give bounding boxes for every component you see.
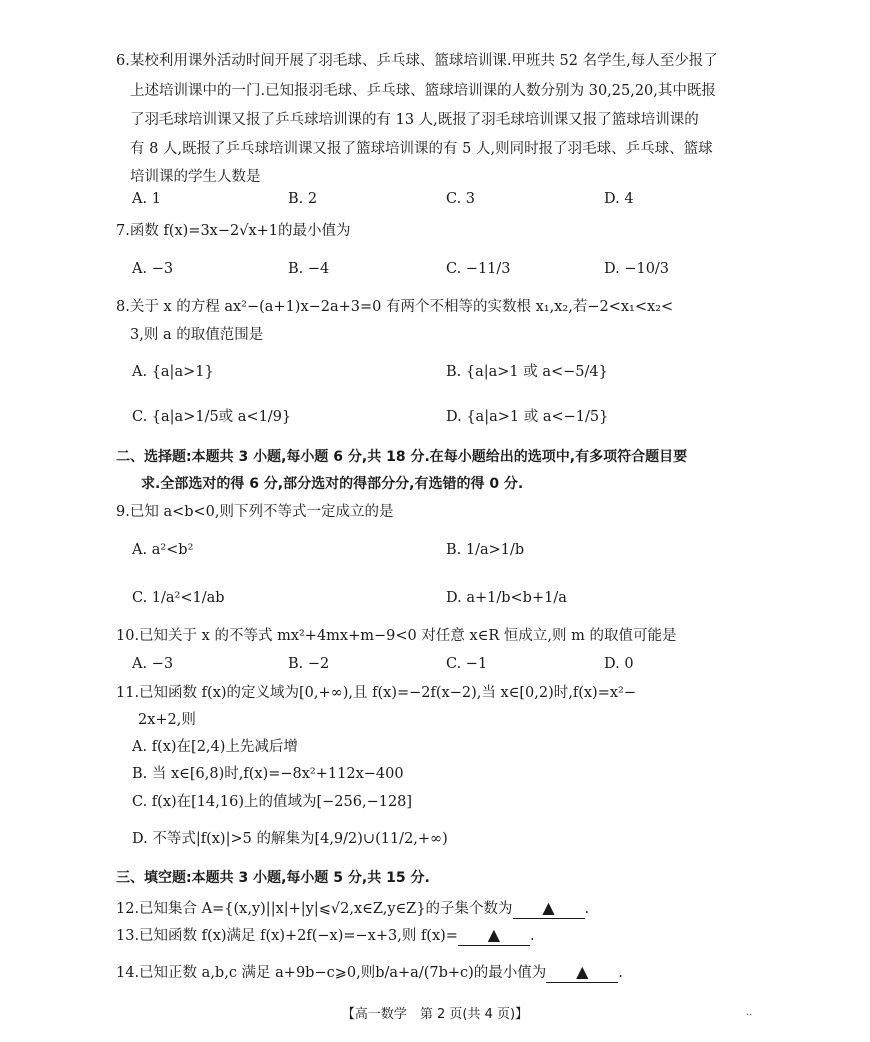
q9-stem: 9.已知 a<b<0,则下列不等式一定成立的是	[116, 504, 394, 520]
q13-stem: 13.已知函数 f(x)满足 f(x)+2f(−x)=−x+3,则 f(x)=	[116, 928, 458, 944]
triangle-marker-icon: ▲	[487, 925, 501, 944]
q10-stem: 10.已知关于 x 的不等式 mx²+4mx+m−9<0 对任意 x∈R 恒成立,则 m 的取值可能是	[116, 628, 677, 644]
section2-heading: 二、选择题:本题共 3 小题,每小题 6 分,共 18 分.在每小题给出的选项中,有多项符合题目要	[116, 449, 688, 465]
q9-option-d: D. a+1/b<b+1/a	[446, 590, 567, 606]
q13-line	[116, 926, 535, 946]
q7-option-a: A. −3	[132, 261, 174, 277]
q14-end: .	[618, 965, 623, 981]
q12-line	[116, 899, 589, 919]
section3-heading: 三、填空题:本题共 3 小题,每小题 5 分,共 15 分.	[116, 870, 430, 886]
q9-option-b: B. 1/a>1/b	[446, 542, 525, 558]
q6-option-b: B. 2	[288, 191, 318, 207]
q7-stem: 7.函数 f(x)=3x−2√x+1的最小值为	[116, 223, 351, 239]
q8-option-b: B. {a|a>1 或 a<−5/4}	[446, 364, 608, 380]
q14-stem: 14.已知正数 a,b,c 满足 a+9b−c⩾0,则b/a+a/(7b+c)的最小值为	[116, 965, 547, 981]
q8-line-2: 3,则 a 的取值范围是	[130, 327, 264, 343]
q11-line-1: 11.已知函数 f(x)的定义域为[0,+∞),且 f(x)=−2f(x−2),当 x∈[0,2)时,f(x)=x²−	[116, 685, 636, 701]
corner-mark: ··	[746, 1010, 753, 1021]
q12-stem: 12.已知集合 A={(x,y)||x|+|y|⩽√2,x∈Z,y∈Z}的子集个数为	[116, 901, 513, 917]
q9-option-c: C. 1/a²<1/ab	[132, 590, 225, 606]
q6-line-5: 培训课的学生人数是	[130, 169, 261, 185]
q13-end: .	[529, 928, 535, 944]
triangle-marker-icon: ▲	[576, 962, 589, 981]
q6-line-2: 上述培训课中的一门.已知报羽毛球、乒乓球、篮球培训课的人数分别为 30,25,20,其中既报	[130, 83, 716, 99]
q6-line-4: 有 8 人,既报了乒乓球培训课又报了篮球培训课的有 5 人,则同时报了羽毛球、乒乓球、篮球	[130, 141, 713, 157]
q12-answer-blank[interactable]	[513, 899, 585, 919]
q6-line-3: 了羽毛球培训课又报了乒乓球培训课的有 13 人,既报了羽毛球培训课又报了篮球培训课的	[130, 112, 699, 128]
q8-line-1: 8.关于 x 的方程 ax²−(a+1)x−2a+3=0 有两个不相等的实数根 x₁,x₂,若−2<x₁<x₂<	[116, 299, 674, 315]
q11-option-d: D. 不等式|f(x)|>5 的解集为[4,9/2)∪(11/2,+∞)	[132, 831, 448, 847]
q7-option-b: B. −4	[288, 261, 330, 277]
q8-option-a: A. {a|a>1}	[132, 364, 214, 380]
q6-option-a: A. 1	[132, 191, 161, 207]
q10-option-b: B. −2	[288, 656, 330, 672]
q9-option-a: A. a²<b²	[132, 542, 194, 558]
q11-option-b: B. 当 x∈[6,8)时,f(x)=−8x²+112x−400	[132, 766, 404, 782]
q12-end: .	[584, 901, 590, 917]
q6-option-c: C. 3	[446, 191, 476, 207]
q11-option-c: C. f(x)在[14,16)上的值域为[−256,−128]	[132, 794, 413, 810]
section2-instructions: 求.全部选对的得 6 分,部分选对的得部分分,有选错的得 0 分.	[141, 476, 524, 492]
q7-option-c: C. −11/3	[446, 261, 511, 277]
q10-option-a: A. −3	[132, 656, 174, 672]
q14-line	[116, 963, 623, 983]
q7-option-d: D. −10/3	[604, 261, 670, 277]
q6-line-1: 6.某校利用课外活动时间开展了羽毛球、乒乓球、篮球培训课.甲班共 52 名学生,每人至少报了	[116, 53, 718, 69]
q8-option-c: C. {a|a>1/5或 a<1/9}	[132, 409, 292, 425]
q11-line-2: 2x+2,则	[138, 712, 196, 728]
q10-option-d: D. 0	[604, 656, 634, 672]
q11-option-a: A. f(x)在[2,4)上先减后增	[132, 739, 298, 755]
q14-answer-blank[interactable]	[546, 963, 618, 983]
page-footer: 【高一数学 第 2 页(共 4 页)】	[341, 1007, 529, 1022]
q13-answer-blank[interactable]	[458, 926, 530, 946]
q8-option-d: D. {a|a>1 或 a<−1/5}	[446, 409, 609, 425]
q10-option-c: C. −1	[446, 656, 488, 672]
triangle-marker-icon: ▲	[542, 898, 555, 917]
q6-option-d: D. 4	[604, 191, 634, 207]
